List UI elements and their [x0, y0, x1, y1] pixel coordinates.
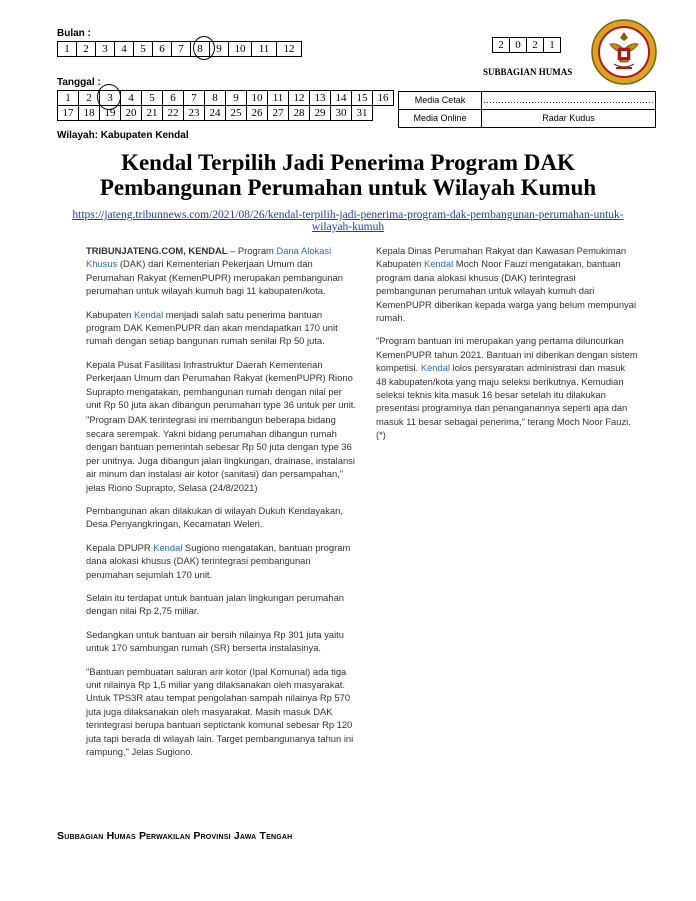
paragraph-2 — [86, 308, 358, 348]
date-cell-5: 5 — [142, 91, 163, 106]
year-digit-0: 0 — [510, 38, 527, 53]
paragraph-1 — [86, 244, 358, 298]
article-title — [40, 150, 656, 200]
media-table — [398, 91, 656, 128]
date-cell-11: 11 — [268, 91, 289, 106]
year-digit-2: 2 — [493, 38, 510, 53]
date-cell-20: 20 — [121, 106, 142, 121]
paragraph-r1 — [376, 244, 638, 324]
date-cell-6: 6 — [163, 91, 184, 106]
date-cell-10: 10 — [247, 91, 268, 106]
date-cell-26: 26 — [247, 106, 268, 121]
date-cell-8: 8 — [205, 91, 226, 106]
media-cetak-value: ………………………………………………… — [482, 92, 656, 110]
link-dana-alokasi-khusus[interactable]: Dana Alokasi Khusus — [86, 245, 332, 270]
month-cell-11: 11 — [252, 42, 277, 57]
paragraph-3: Kepala Pusat Fasilitasi Infrastruktur Daerah Kementerian Perkerjaan Umum dan Perumahan Rakyat (kemenPUPR) Riono Suprapto mengatakan, pembangunan rumah dengan nilai per unit Rp 50 juta akan dibangun perumahan type 36 untuk per unit. — [86, 358, 356, 411]
link-kendal[interactable]: Kendal — [153, 541, 183, 553]
org-name: SUBBAGIAN HUMAS — [483, 67, 573, 77]
month-cell-5: 5 — [134, 42, 153, 57]
date-cell-14: 14 — [331, 91, 352, 106]
date-cell-2: 2 — [79, 91, 100, 106]
source-dateline: TRIBUNJATENG.COM, KENDAL — [86, 245, 228, 256]
link-kendal[interactable]: Kendal — [133, 308, 164, 320]
date-cell-18: 18 — [79, 106, 100, 121]
date-cell-23: 23 — [184, 106, 205, 121]
link-kendal[interactable]: Kendal — [420, 362, 451, 374]
date-cell-7: 7 — [184, 91, 205, 106]
garuda-emblem-icon — [590, 18, 658, 86]
article-left-column — [86, 244, 358, 768]
link-kendal[interactable]: Kendal — [423, 258, 454, 270]
p6-text-b: Sugiono mengatakan, bantuan program dana alokasi khusus (DAK) terintegrasi pembangunan perumahan sejumlah 170 unit. — [86, 541, 351, 580]
date-cell-16: 16 — [373, 91, 394, 106]
month-cell-2: 2 — [77, 42, 96, 57]
paragraph-8: Sedangkan untuk bantuan air bersih nilainya Rp 301 juta yaitu untuk 170 sambungan rumah (SR) berserta instalasinya. — [86, 628, 344, 654]
paragraph-r2 — [376, 334, 638, 441]
media-online-label: Media Online — [399, 110, 482, 128]
date-cell-28: 28 — [289, 106, 310, 121]
date-cell-29: 29 — [310, 106, 331, 121]
selected-month-circle — [193, 36, 215, 60]
month-cell-9: 9 — [210, 42, 229, 57]
date-cell-30: 30 — [331, 106, 352, 121]
month-cell-8-selected: 8 — [191, 42, 210, 57]
r1-text-a: Kepala Dinas Perumahan Rakyat dan Kawasan Pemukiman Kabupaten — [376, 245, 627, 270]
paragraph-9: "Bantuan pembuatan saluran arir kotor (Ipal Komunal) ada tiga unit nilainya Rp 1,5 miliar yang dilaksanakan oleh masyarakat. Untuk TPS3R atau tempat pengolahan sampah nilainya Rp 570 juta juga dilaksanakan oleh masyarakat. Masih masuk DAK terintegrasi berupa bantuan septictank komunal sebesar Rp 120 juta tapi berada di wilayah lain. Target pembangunanya tahun ini rampung," Jelas Sugiono. — [86, 665, 354, 757]
tanggal-label: Tanggal : — [57, 77, 101, 88]
paragraph-4: "Program DAK terintegrasi ini membangun beberapa bidang secara serempak. Yakni bidang perumahan dibangun rumah dengan bantuan pemerintah sebesar Rp 50 juta dengan type 36 per unitnya. Juga dibangun jalan lingkungan, drainase, instalansi air minum dan instalasi air kotor (sanitasi) dan persampahan," jelas Riono Suprapto, Selasa (24/8/2021) — [86, 414, 355, 493]
year-box — [492, 37, 561, 53]
month-cell-4: 4 — [115, 42, 134, 57]
date-cell-22: 22 — [163, 106, 184, 121]
date-cell-13: 13 — [310, 91, 331, 106]
media-cetak-label: Media Cetak — [399, 92, 482, 110]
p6-text-a: Kepala DPUPR — [86, 541, 154, 553]
p2-text-b: menjadi salah satu penerima bantuan program DAK KemenPUPR dan akan mendapatkan 170 unit rumah dengan setiap bangunan rumah senilai Rp 50 juta. — [86, 308, 338, 347]
footer-org: Subbagian Humas Perwakilan Provinsi Jawa Tengah — [57, 830, 293, 842]
article-url[interactable] — [40, 209, 656, 233]
title-line-1: Kendal Terpilih Jadi Penerima Program DAK — [121, 150, 575, 175]
r2-text-b: lolos persyaratan administrasi dan masuk 48 kabupaten/kota yang maju seleksi berikutnya. Kemudian seleksi teknis kita masuk 16 besar setelah itu dilakukan presentasi programnya dan penanganannya seperti apa dan masuk 11 besar sebagai penerima," terang Moch Noor Fauzi. (*) — [376, 362, 631, 441]
date-cell-17: 17 — [58, 106, 79, 121]
selected-date-circle — [97, 84, 121, 110]
month-cell-12: 12 — [277, 42, 302, 57]
date-cell-24: 24 — [205, 106, 226, 121]
date-cell-19: 19 — [100, 106, 121, 121]
r1-text-b: Moch Noor Fauzi mengatakan, bantuan program dana alokasi khusus (DAK) terintegrasi pembangunan perumahan untuk wilayah kumuh dari KemenPUPR diberikan kepada warga yang belum mempunyai rumah. — [376, 258, 637, 324]
month-cell-10: 10 — [229, 42, 252, 57]
month-cell-7: 7 — [172, 42, 191, 57]
date-cell-31: 31 — [352, 106, 373, 121]
date-cell-12: 12 — [289, 91, 310, 106]
paragraph-5: Pembangunan akan dilakukan di wilayah Dukuh Kendayakan, Desa Penyangkringan, Kecamatan Weleri. — [86, 504, 343, 530]
date-cell-25: 25 — [226, 106, 247, 121]
date-cell-21: 21 — [142, 106, 163, 121]
article-right-column — [376, 244, 638, 452]
year-digit-2: 2 — [527, 38, 544, 53]
bulan-grid — [57, 41, 302, 57]
url-line-1[interactable]: https://jateng.tribunnews.com/2021/08/26/kendal-terpilih-jadi-penerima-program-dak-pembangunan-perumahan-untuk- — [72, 209, 624, 221]
p1-text-b: (DAK) dari Kementerian Pekerjaan Umum dan Perumahan Rakyat (KemenPUPR) merupakan pembangunan perumahan untuk wilayah kumuh bagi 11 kabupaten/kota. — [86, 258, 343, 297]
paragraph-6 — [86, 541, 358, 581]
p1-text-a: – Program — [227, 245, 277, 256]
wilayah-label: Wilayah: Kabupaten Kendal — [57, 130, 189, 141]
p2-text-a: Kabupaten — [86, 308, 134, 320]
title-line-2: Pembangunan Perumahan untuk Wilayah Kumuh — [99, 175, 597, 200]
paragraph-7: Selain itu terdapat untuk bantuan jalan lingkungan perumahan dengan nilai Rp 2,75 miliar. — [86, 591, 345, 617]
media-online-value: Radar Kudus — [482, 110, 656, 128]
month-cell-6: 6 — [153, 42, 172, 57]
date-cell-9: 9 — [226, 91, 247, 106]
year-digit-1: 1 — [544, 38, 561, 53]
r2-text-a: "Program bantuan ini merupakan yang pertama diluncurkan KemenPUPR tahun 2021. Bantuan ini diberikan dengan sistem kompetisi. — [376, 335, 638, 374]
date-cell-4: 4 — [121, 91, 142, 106]
url-line-2[interactable]: wilayah-kumuh — [311, 221, 385, 233]
month-cell-3: 3 — [96, 42, 115, 57]
date-cell-15: 15 — [352, 91, 373, 106]
month-cell-1: 1 — [58, 42, 77, 57]
date-cell-27: 27 — [268, 106, 289, 121]
date-cell-1: 1 — [58, 91, 79, 106]
date-cell-3-selected: 3 — [100, 91, 121, 106]
bulan-label: Bulan : — [57, 28, 91, 39]
